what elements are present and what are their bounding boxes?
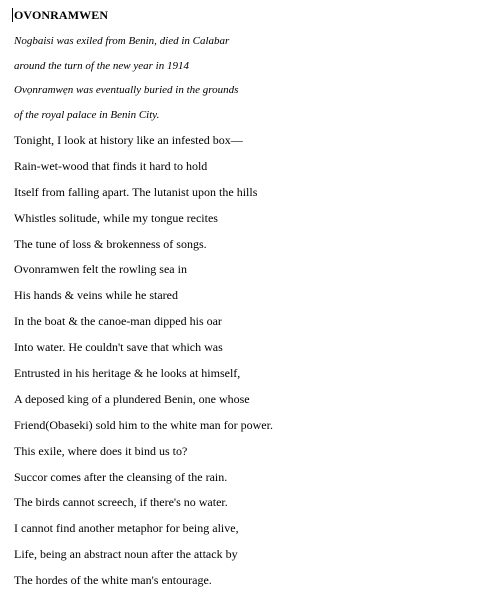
poem-line-11: A deposed king of a plundered Benin, one whose (14, 392, 250, 406)
epigraph-line-3: Ovọnramwẹn was eventually buried in the grounds (14, 84, 239, 96)
poem-line-13: This exile, where does it bind us to? (14, 444, 188, 458)
poem-line-4: Whistles solitude, while my tongue recites (14, 211, 218, 225)
poem-line-6: Ovonramwen felt the rowling sea in (14, 262, 187, 276)
poem-line-10: Entrusted in his heritage & he looks at himself, (14, 366, 241, 380)
poem-line-16: I cannot find another metaphor for being alive, (14, 521, 239, 535)
poem-line-7: His hands & veins while he stared (14, 288, 178, 302)
epigraph-line-1: Nogbaisi was exiled from Benin, died in Calabar (14, 35, 230, 47)
poem-line-15: The birds cannot screech, if there's no water. (14, 495, 228, 509)
text-cursor (12, 8, 13, 22)
poem-line-14: Succor comes after the cleansing of the rain. (14, 470, 228, 484)
poem-line-8: In the boat & the canoe-man dipped his oar (14, 314, 222, 328)
poem-title: OVONRAMWEN (14, 8, 109, 22)
poem-line-9: Into water. He couldn't save that which was (14, 340, 223, 354)
poem-line-3: Itself from falling apart. The lutanist upon the hills (14, 185, 258, 199)
poem-line-12: Friend(Obaseki) sold him to the white man for power. (14, 418, 273, 432)
poem-line-17: Life, being an abstract noun after the attack by (14, 547, 238, 561)
poem-line-5: The tune of loss & brokenness of songs. (14, 237, 207, 251)
poem-line-18: The hordes of the white man's entourage. (14, 573, 212, 587)
poem-line-1: Tonight, I look at history like an infested box— (14, 133, 243, 147)
epigraph-line-2: around the turn of the new year in 1914 (14, 60, 189, 72)
epigraph-line-4: of the royal palace in Benin City. (14, 109, 160, 121)
poem-line-2: Rain-wet-wood that finds it hard to hold (14, 159, 208, 173)
